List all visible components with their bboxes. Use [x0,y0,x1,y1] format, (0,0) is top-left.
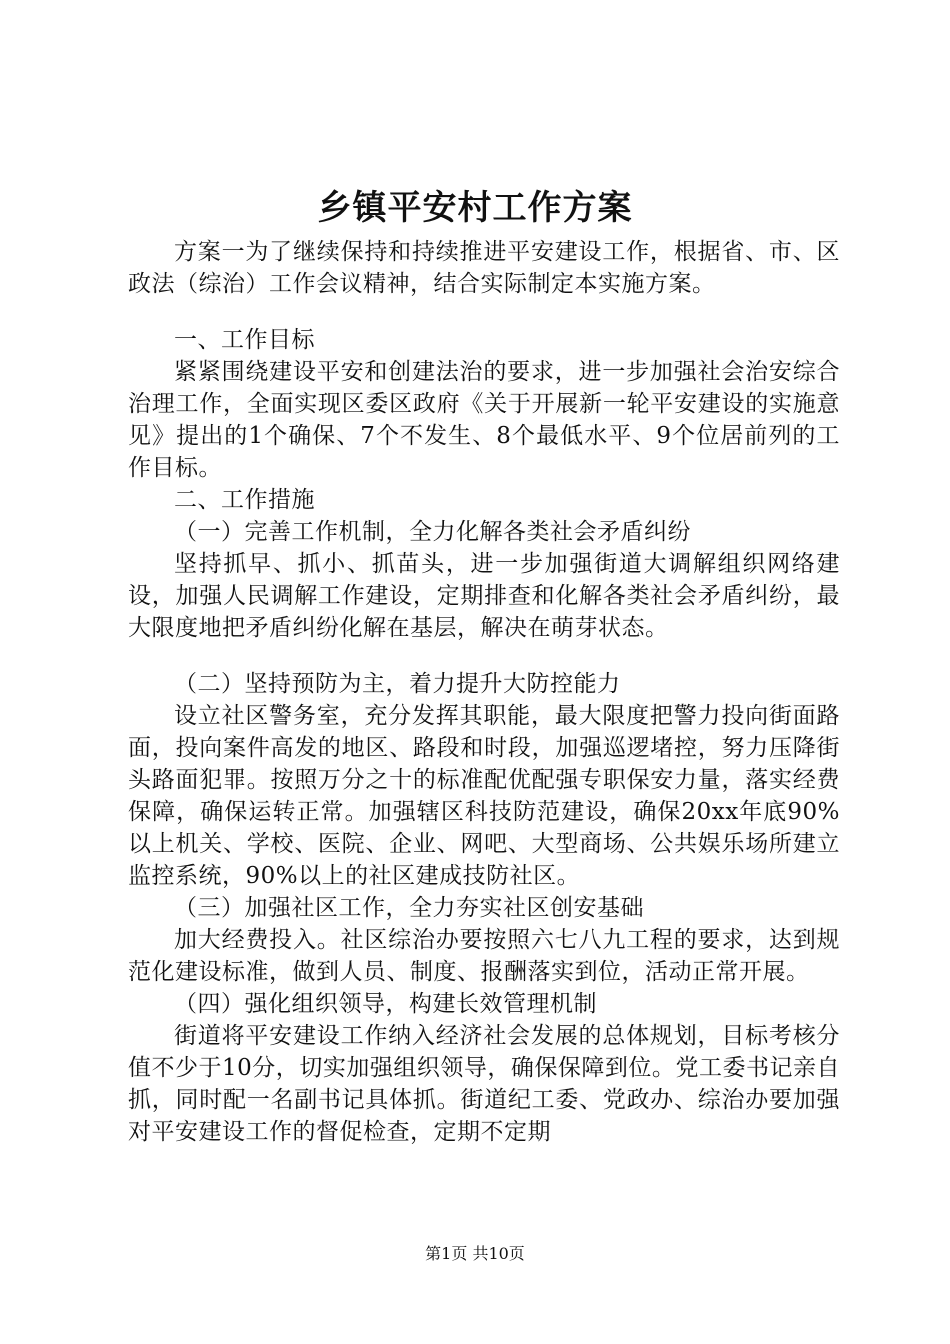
subsection-heading-4: （四）强化组织领导，构建长效管理机制 [174,991,597,1017]
page-number-footer: 第1页 共10页 [425,1244,525,1263]
section-heading-goals: 一、工作目标 [174,327,315,353]
paragraph-measure-2: 设立社区警务室，充分发挥其职能，最大限度把警力投向街面路面，投向案件高发的地区、路段和时段，加强巡逻堵控，努力压降街头路面犯罪。按照万分之十的标准配优配强专职保安力量，落实经费保障，确保运转正常。加强辖区科技防范建设，确保20xx年底90%以上机关、学校、医院、企业、网吧、大型商场、公共娱乐场所建立监控系统，90%以上的社区建成技防社区。 [128,703,840,889]
document-title: 乡镇平安村工作方案 [317,188,633,228]
section-heading-measures: 二、工作措施 [174,487,315,513]
paragraph-measure-4: 街道将平安建设工作纳入经济社会发展的总体规划，目标考核分值不少于10分，切实加强组织领导，确保保障到位。党工委书记亲自抓，同时配一名副书记具体抓。街道纪工委、党政办、综治办要加强对平安建设工作的督促检查，定期不定期 [128,1023,840,1145]
subsection-heading-2: （二）坚持预防为主，着力提升大防控能力 [174,671,621,697]
paragraph-measure-3: 加大经费投入。社区综治办要按照六七八九工程的要求，达到规范化建设标准，做到人员、制度、报酬落实到位，活动正常开展。 [128,927,840,985]
document-body [128,236,840,1148]
subsection-heading-3: （三）加强社区工作，全力夯实社区创安基础 [174,895,644,921]
paragraph-measure-1: 坚持抓早、抓小、抓苗头，进一步加强街道大调解组织网络建设，加强人民调解工作建设，定期排查和化解各类社会矛盾纠纷，最大限度地把矛盾纠纷化解在基层，解决在萌芽状态。 [128,551,840,641]
paragraph-goals: 紧紧围绕建设平安和创建法治的要求，进一步加强社会治安综合治理工作，全面实现区委区政府《关于开展新一轮平安建设的实施意见》提出的1个确保、7个不发生、8个最低水平、9个位居前列的工作目标。 [128,359,840,481]
subsection-heading-1: （一）完善工作机制，全力化解各类社会矛盾纠纷 [174,519,691,545]
paragraph-intro: 方案一为了继续保持和持续推进平安建设工作，根据省、市、区政法（综治）工作会议精神，结合实际制定本实施方案。 [128,239,840,297]
